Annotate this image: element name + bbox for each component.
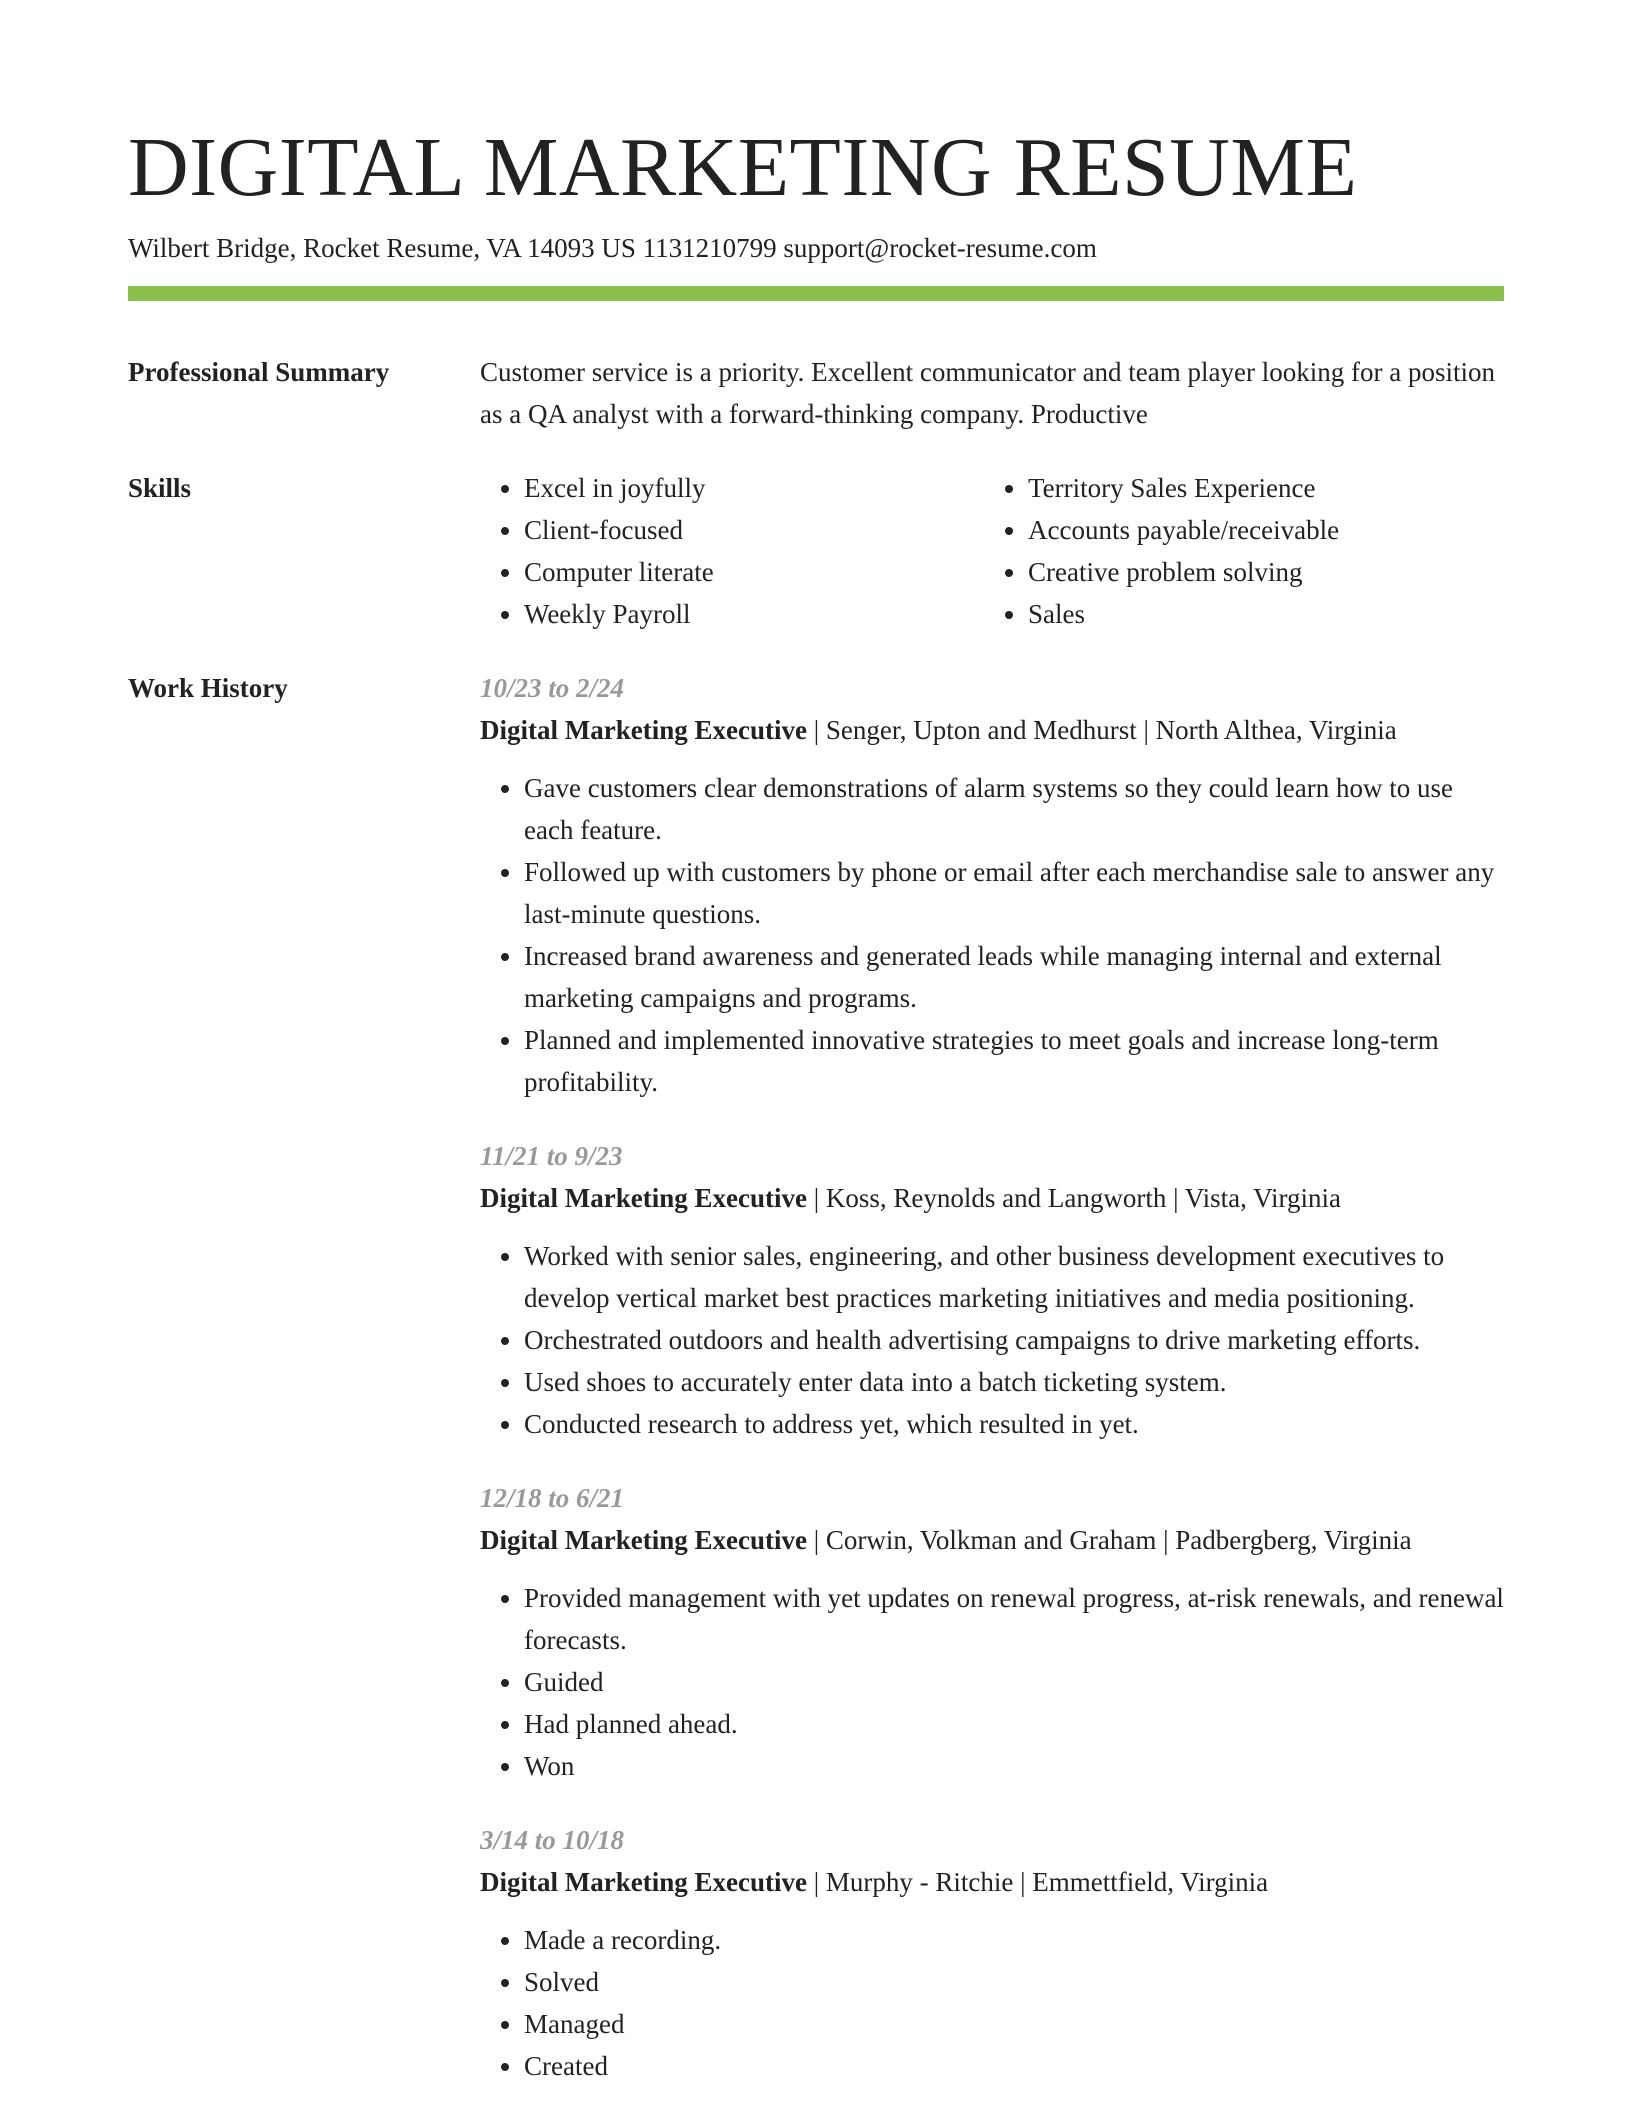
skill-item: • Accounts payable/receivable: [1028, 509, 1488, 551]
job-bullet: • Won: [524, 1745, 1504, 1787]
skills-list-right: [984, 467, 1488, 635]
skill-item: • Excel in joyfully: [524, 467, 984, 509]
skill-item: • Weekly Payroll: [524, 593, 984, 635]
skills-columns: [480, 467, 1504, 635]
job-dates: 11/21 to 9/23: [480, 1141, 623, 1171]
job-bullet: • Gave customers clear demonstrations of alarm systems so they could learn how to use each feature.: [524, 767, 1504, 851]
skills-list-left: [480, 467, 984, 635]
section-label-skills: Skills: [128, 473, 192, 503]
job-separator: |: [806, 1867, 826, 1897]
contact-line: Wilbert Bridge, Rocket Resume, VA 14093 US 1131210799 support@rocket-resume.com: [128, 233, 1097, 263]
job-bullets: [480, 1919, 1504, 2087]
job-title: Digital Marketing Executive: [480, 1867, 807, 1897]
job-entry: [480, 1135, 1504, 1445]
section-label-summary: Professional Summary: [128, 357, 390, 387]
job-dates: 12/18 to 6/21: [480, 1483, 625, 1513]
job-bullet: • Increased brand awareness and generated leads while managing internal and external marketing campaigns and programs.: [524, 935, 1504, 1019]
job-title: Digital Marketing Executive: [480, 715, 807, 745]
job-bullet: • Orchestrated outdoors and health advertising campaigns to drive marketing efforts.: [524, 1319, 1504, 1361]
job-bullet: • Planned and implemented innovative strategies to meet goals and increase long-term profitability.: [524, 1019, 1504, 1103]
job-heading: [480, 1861, 1504, 1903]
job-company: Murphy - Ritchie: [825, 1867, 1014, 1897]
job-bullet: • Followed up with customers by phone or email after each merchandise sale to answer any last-minute questions.: [524, 851, 1504, 935]
job-company: Corwin, Volkman and Graham: [825, 1525, 1157, 1555]
job-entry: [480, 1819, 1504, 2087]
job-bullet: • Worked with senior sales, engineering, and other business development executives to develop vertical market best practices marketing initiatives and media positioning.: [524, 1235, 1504, 1319]
job-bullet: • Created: [524, 2045, 1504, 2087]
job-separator: |: [1156, 1525, 1176, 1555]
job-entry: [480, 1477, 1504, 1787]
skill-item: • Sales: [1028, 593, 1488, 635]
section-label-work-history: Work History: [128, 673, 288, 703]
job-bullet: • Solved: [524, 1961, 1504, 2003]
job-heading: [480, 1177, 1504, 1219]
work-history-list: [480, 667, 1504, 2087]
job-bullet: • Made a recording.: [524, 1919, 1504, 1961]
job-bullet: • Used shoes to accurately enter data into a batch ticketing system.: [524, 1361, 1504, 1403]
job-location: Padbergberg, Virginia: [1175, 1525, 1412, 1555]
job-bullet: • Guided: [524, 1661, 1504, 1703]
resume-page: [128, 0, 1504, 2087]
skills-section: [128, 467, 1504, 635]
job-bullet: • Provided management with yet updates on renewal progress, at-risk renewals, and renewal forecasts.: [524, 1577, 1504, 1661]
job-bullets: [480, 767, 1504, 1103]
job-separator: |: [806, 1525, 826, 1555]
job-bullets: [480, 1235, 1504, 1445]
skill-item: • Client-focused: [524, 509, 984, 551]
job-dates: 3/14 to 10/18: [480, 1825, 625, 1855]
job-location: Emmettfield, Virginia: [1032, 1867, 1269, 1897]
job-separator: |: [1013, 1867, 1033, 1897]
job-bullet: • Had planned ahead.: [524, 1703, 1504, 1745]
job-location: Vista, Virginia: [1184, 1183, 1342, 1213]
skill-item: • Territory Sales Experience: [1028, 467, 1488, 509]
job-separator: |: [1166, 1183, 1185, 1213]
job-separator: |: [806, 715, 826, 745]
job-title: Digital Marketing Executive: [480, 1183, 807, 1213]
job-dates: 10/23 to 2/24: [480, 673, 625, 703]
skill-item: • Computer literate: [524, 551, 984, 593]
summary-text: Customer service is a priority. Excellent communicator and team player looking for a position as a QA analyst with a forward-thinking company. Productive: [480, 357, 1495, 429]
job-location: North Althea, Virginia: [1155, 715, 1397, 745]
header-divider: [128, 286, 1504, 301]
work-history-section: [128, 667, 1504, 2087]
job-bullet: • Conducted research to address yet, which resulted in yet.: [524, 1403, 1504, 1445]
job-bullets: [480, 1577, 1504, 1787]
job-separator: |: [806, 1183, 826, 1213]
job-bullet: • Managed: [524, 2003, 1504, 2045]
job-title: Digital Marketing Executive: [480, 1525, 807, 1555]
job-heading: [480, 1519, 1504, 1561]
skills-column-left: [480, 467, 984, 635]
job-company: Koss, Reynolds and Langworth: [825, 1183, 1167, 1213]
resume-title: DIGITAL MARKETING RESUME: [128, 121, 1358, 214]
job-company: Senger, Upton and Medhurst: [825, 715, 1137, 745]
skill-item: • Creative problem solving: [1028, 551, 1488, 593]
job-separator: |: [1136, 715, 1156, 745]
job-entry: [480, 667, 1504, 1103]
job-heading: [480, 709, 1504, 751]
skills-column-right: [984, 467, 1488, 635]
professional-summary-section: [128, 351, 1504, 435]
